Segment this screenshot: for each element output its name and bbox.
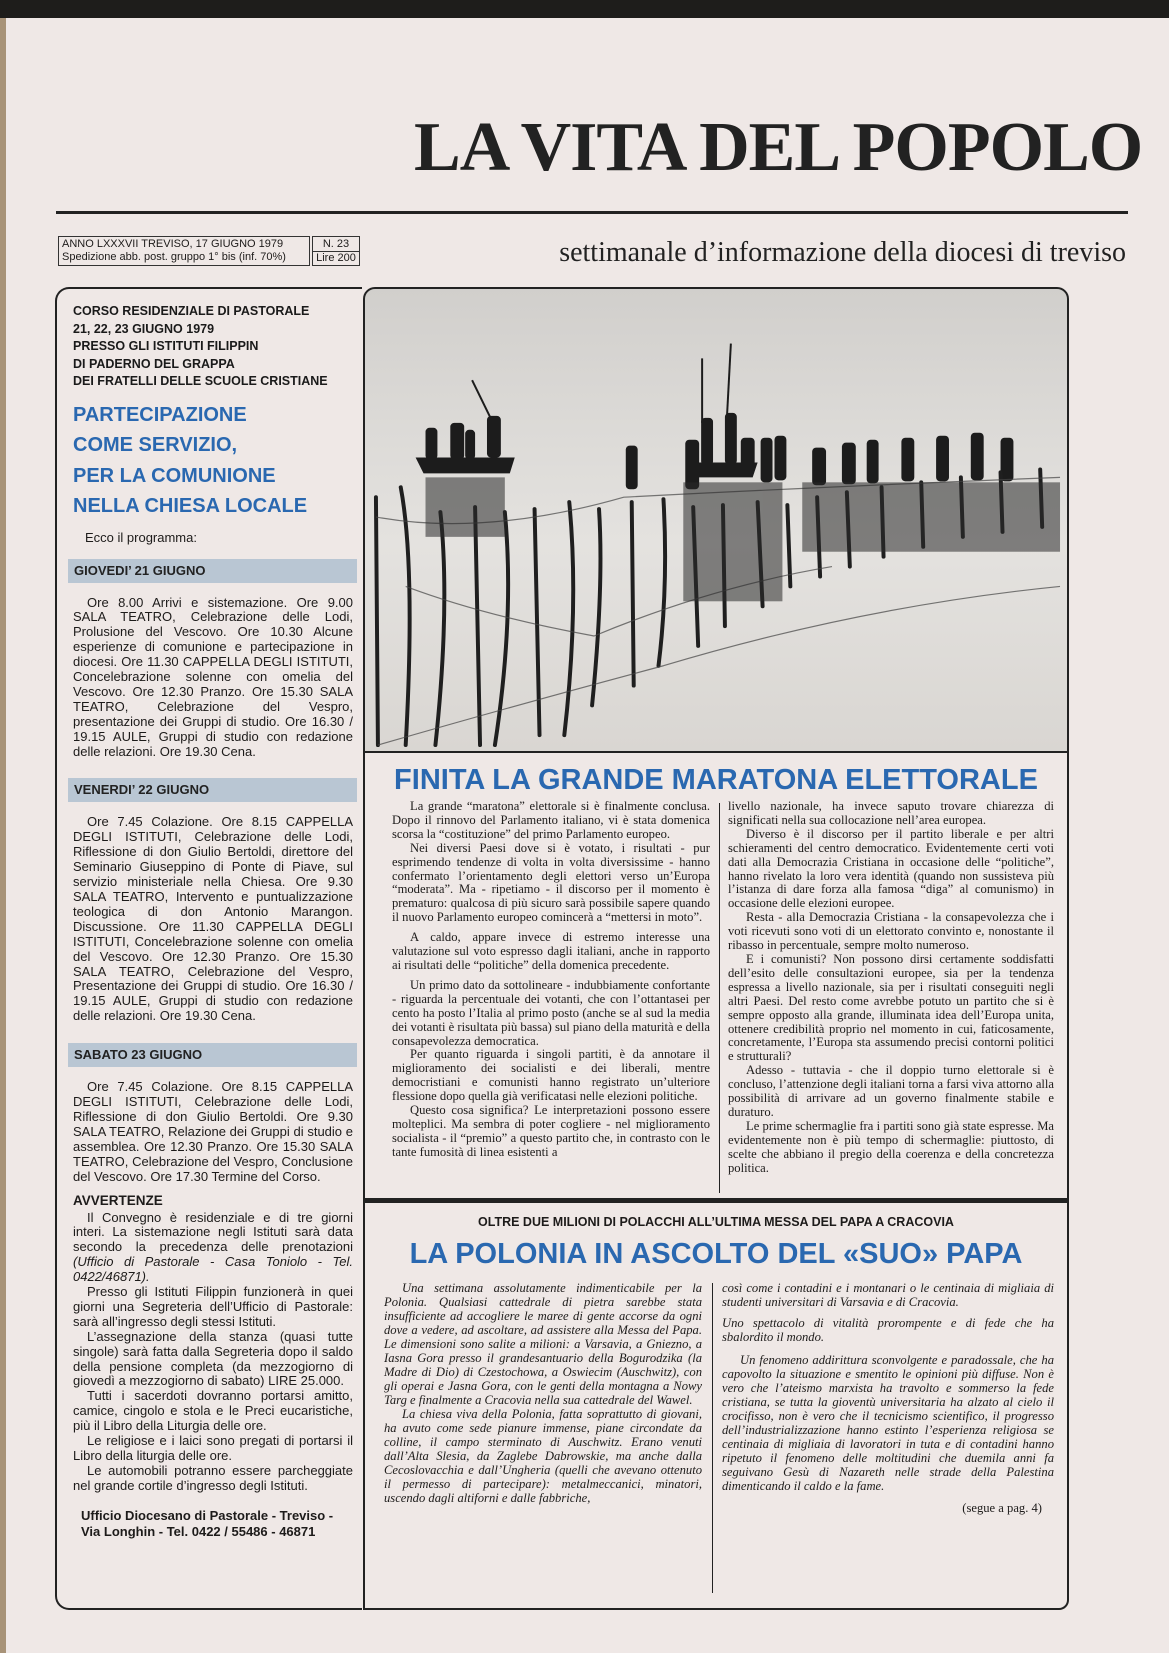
schedule-text: Ore 8.00 Arrivi e sistemazione. Ore 9.00 SALA TEATRO, Celebrazione delle Lodi, Prolusione del Vescovo. Ore 10.30 Alcune esperienze di comunione e partecipazione in diocesi. Ore 11.30 CAPPELLA DEGLI ISTITUTI, Concelebrazione solenne con omelia del Vescovo. Ore 12.30 Pranzo. Ore 15.30 SALA TEATRO, Celebrazione del Vespro, presentazione dei Gruppi di studio. Ore 16.30 / 19.15 AULE, Gruppi di studio con redazione delle relazioni. Ore 19.30 Cena. [73,594,353,759]
headline-line: COME SERVIZIO, [73,434,238,456]
figure-silhouette [812,448,826,486]
figure-silhouette [450,423,464,460]
notice-text: Il Convegno è residenziale e di tre giorni interi. La sistemazione negli Istituti sarà data secondo la precedenza delle prenotazioni [73,1209,353,1255]
notices-title: AVVERTENZE [73,1192,163,1208]
poland-column-1 [384,1281,702,1505]
figure-silhouette [761,438,773,483]
kicker-line: 21, 22, 23 GIUGNO 1979 [73,321,215,336]
article-paragraph: Diverso è il discorso per il partito liberale e per altri schieramenti del centro democratico. Evidentemente certi voti dati alla Democrazia Cristiana in occasione delle “politiche”, hanno rivelato la loro vera identità (quando non sussisteva più l’istanza di dare forza alla famosa “diga” al comunismo) in occasione delle elezioni europee. [728,826,1054,911]
figure-silhouette [901,438,914,482]
kicker-line: DI PADERNO DEL GRAPPA [73,356,235,371]
article-paragraph: livello nazionale, ha invece saputo trovare chiarezza di significati nella sua collocazione nell’area europea. [728,799,1054,827]
issue-info-box [58,236,310,266]
article-paragraph: Una settimana assolutamente indimenticabile per la Polonia. Qualsiasi cattedrale di pietra sarebbe stata insufficiente ad accogliere le maree di gente accorse da ogni dove a vedere, ad ascoltare, ad assistere alla Messa del Papa. Le dimensioni sono salite a milioni: a Varsavia, a Gniezno, a Iasna Gora presso il grandesantuario della Bogurodzika (la Madre di Dio) di Czestochowa, a Oswiecim (Auschwitz), con gli operai e Jasna Gora, con le genti della montagna a Nowy Targ e finalmente a Cracovia nella sua cattedrale del Wawel. [384,1281,702,1407]
figure-silhouette [626,446,638,490]
fishermen-photo [363,287,1069,753]
masthead-subtitle: settimanale d’informazione della diocesi di treviso [559,237,1126,268]
article-paragraph: Per quanto riguarda i singoli partiti, è da annotare il miglioramento dei socialisti e dei liberali, mentre democristiani e comunisti hanno registrato un’ulteriore flessione dopo quella già verificatasi nelle elezioni politiche. [392,1047,710,1104]
figure-silhouette [936,436,949,482]
column-divider [712,1283,713,1593]
kicker-line: DEI FRATELLI DELLE SCUOLE CRISTIANE [73,374,328,388]
article-paragraph: Le prime schermaglie fra i partiti sono già state espresse. Ma evidentemente non è più tempo di schermaglie: piuttosto, di scelte che abbiano il pregio della coerenza e della concretezza politica. [728,1118,1054,1175]
figure-silhouette [701,418,713,466]
kicker-line: CORSO RESIDENZIALE DI PASTORALE [73,304,310,318]
fishermen-nets-illustration [365,289,1067,751]
issue-number-box [312,236,360,266]
headline-line: PARTECIPAZIONE [73,403,247,426]
kicker-line: PRESSO GLI ISTITUTI FILIPPIN [73,339,259,353]
figure-silhouette [487,416,501,458]
schedule-text: Ore 7.45 Colazione. Ore 8.15 CAPPELLA DEGLI ISTITUTI, Celebrazione delle Lodi, Riflessione di don Giulio Bertoldi. Ore 9.30 SALA TEATRO, Relazione dei Gruppi di studio e assemblea. Ore 12.30 Pranzo. Ore 15.30 SALA TEATRO, Celebrazione del Vespro, Conclusione del Vescovo. Ore 17.30 Termine del Corso. [73,1079,353,1184]
figure-silhouette [426,428,438,460]
figure-silhouette [842,443,856,485]
notice-item: Presso gli Istituti Filippin funzionerà in quei giorni una Segreteria dell’Ufficio di Pastorale: sarà all’ingresso degli stessi Istituti. [73,1284,353,1329]
article-paragraph: Questo cosa significa? Le interpretazioni possono essere molteplici. Ma sembra di poter cogliere - nel miglioramento socialista - il “premio” a questo partito che, in contrasto con le tante fumosità di linea esistenti a [392,1103,710,1159]
article-paragraph: A caldo, appare invece di estremo interesse una valutazione sul voto espresso dagli italiani, anche in rapporto ai risultati delle “politiche” della domenica precedente. [392,930,710,972]
left-article-kicker [73,303,353,391]
day-header-friday: VENERDI’ 22 GIUGNO [68,778,357,802]
day-schedule-thursday [73,596,353,760]
notice-item: L’assegnazione della stanza (quasi tutte singole) sarà fatta dalla Segreteria dopo il saldo della pensione completa (da mezzogiorno di giovedì a mezzogiorno di sabato) LIRE 25.000. [73,1328,353,1389]
issue-price: Lire 200 [316,252,356,264]
schedule-text: Ore 7.45 Colazione. Ore 8.15 CAPPELLA DEGLI ISTITUTI, Celebrazione delle Lodi, Riflessione di don Giulio Bertoldi, direttore del Seminario Giuseppino di Ponte di Piave, sul servizio ministeriale nella Chiesa. Ore 9.30 SALA TEATRO, Intervento e puntualizzazione teologica di don Antonio Marangon. Discussione. Ore 11.30 CAPPELLA DEGLI ISTITUTI, Concelebrazione solenne con omelia del Vescovo. Ore 12.30 Pranzo. Ore 15.30 SALA TEATRO, Celebrazione del Vespro, Presentazione dei Gruppi di studio. Ore 16.30 / 19.15 AULE, Gruppi di studio con redazione delle relazioni. Ore 19.30 Cena. [73,814,353,1024]
left-article [73,303,353,1540]
notice-item: Tutti i sacerdoti dovranno portarsi amitto, camice, cingolo e stola e le Preci eucaristiche, più il Libro della Liturgia delle ore. [73,1388,353,1434]
article-paragraph: La grande “maratona” elettorale si è finalmente conclusa. Dopo il rinnovo del Parlamento italiano, vi è stata domenica scorsa la “costituzione” del primo Parlamento europeo. [392,799,710,841]
notice-item: Le automobili potranno essere parcheggiate nel grande cortile d’ingresso degli Istituti. [73,1462,353,1493]
figure-silhouette [971,433,984,481]
notice-contact: (Ufficio di Pastorale - Casa Toniolo - Tel. 0422/46871). [73,1254,353,1285]
day-schedule-friday [73,815,353,1024]
figure-silhouette [867,440,879,484]
election-column-1 [392,800,710,1160]
figure-silhouette [774,436,786,481]
office-contact: Ufficio Diocesano di Pastorale - Treviso - Via Longhin - Tel. 0422 / 55486 - 46871 [81,1507,334,1539]
poland-column-2 [722,1281,1054,1515]
masthead-title: LA VITA DEL POPOLO [414,109,1143,186]
column-divider [719,803,720,1193]
article-paragraph: Nei diversi Paesi dove si è votato, i risultati - pur esprimendo tendenze di volta in volta diversissime - hanno confermato l’orientamento degli elettori verso un’Europa “moderata”. Ma - ripetiamo - il discorso per il momento è prematuro: qualcosa di più sicuro sarà possibile sapere quando il nuovo Parlamento europeo comincerà a “mettersi in moto”. [392,840,710,925]
notice-item: Le religiose e i laici sono pregati di portarsi il Libro della liturgia delle ore. [73,1433,353,1463]
notices-list [73,1211,353,1494]
article-paragraph: così come i contadini e i montanari o le centinaia di migliaia di studenti universitari di Varsavia e di Cracovia. [722,1281,1054,1309]
article-paragraph: Resta - alla Democrazia Cristiana - la consapevolezza che i voti ricevuti sono voti di un elettorato convinto e, nonostante il ribasso in percentuale, sempre molto numeroso. [728,910,1054,953]
figure-silhouette [741,438,755,468]
headline-line: PER LA COMUNIONE [73,464,276,487]
article-paragraph: Uno spettacolo di vitalità prorompente e di fede che ha sbalordito il mondo. [722,1316,1054,1344]
election-headline: FINITA LA GRANDE MARATONA ELETTORALE [394,764,1038,796]
article-paragraph: La chiesa viva della Polonia, fatta soprattutto di giovani, ha avuto come sede pianure immense, piane circondate da colline, il campo sterminato di Auschwitz. Erano venuti dall’Alta Slesia, da Zaglebe Dabrowskie, ma anche dalla Cecoslovacchia e dall’Ungheria (quelli che avevano ottenuto il permesso di partecipare): metalmeccanici, minatori, uscendo dagli altiforni e dalle fabbriche, [384,1407,702,1505]
postal-line: Spedizione abb. post. gruppo 1° bis (inf. 70%) [62,251,286,263]
day-header-saturday: SABATO 23 GIUGNO [68,1043,357,1067]
figure-silhouette [465,430,475,460]
day-header-thursday: GIOVEDI’ 21 GIUGNO [68,559,357,583]
issue-number: N. 23 [313,237,359,252]
issue-line: ANNO LXXXVII TREVISO, 17 GIUGNO 1979 [62,238,284,250]
article-paragraph: Un primo dato da sottolineare - indubbiamente confortante - riguarda la percentuale dei votanti, che con l’ottantasei per cento ha posto l’Italia al primo posto (anche se al sud la media dei votanti è risultata più bassa) sul piano della maturità e della consapevolezza democratica. [392,977,710,1048]
election-column-2 [728,800,1054,1175]
figure-silhouette [685,440,699,490]
boat-silhouette [416,458,515,474]
figure-silhouette [725,413,737,465]
program-intro: Ecco il programma: [85,529,197,545]
poland-kicker: OLTRE DUE MILIONI DI POLACCHI ALL’ULTIMA MESSA DEL PAPA A CRACOVIA [478,1215,954,1229]
headline-line: NELLA CHIESA LOCALE [73,495,308,517]
article-paragraph: Adesso - tuttavia - che il doppio turno elettorale si è concluso, l’attenzione degli italiani torna a farsi viva attorno alla possibilità di arrivare ad un governo finalmente stabile e duraturo. [728,1063,1054,1119]
masthead-rule [56,211,1128,214]
day-schedule-saturday [73,1080,353,1184]
continued-on-page[interactable]: (segue a pag. 4) [962,1501,1042,1515]
water-reflection [426,477,1061,601]
article-paragraph: E i comunisti? Non possono dirsi certamente soddisfatti dell’esito delle consultazioni europee, sia per la tendenza espressa a livello nazionale, sia per i risultati conseguiti negli altri Paesi. Del resto come avrebbe potuto un partito che si è sempre opposto alla grande, illuminata idea dell’Europa unita, ottenere credibilità proprio nel momento in cui, faticosamente, concretamente, l’Europa sta assumendo precisi contorni politici e strutturali? [728,951,1054,1064]
notice-item [73,1211,353,1286]
poland-headline: LA POLONIA IN ASCOLTO DEL «SUO» PAPA [409,1238,1023,1270]
article-paragraph: Un fenomeno addirittura sconvolgente e paradossale, che ha capovolto la situazione e smentito le opinioni più diffuse. Non è vero che l’ateismo marxista ha travolto e sommerso la fede cristiana, se tutta la gioventù universitaria ha alzato al cielo il crocifisso, non è vero che il tecnicismo scientifico, il progresso dell’industrializzazione hanno estinto l’esperienza religiosa se centinaia di migliaia di lavoratori in tuta e di contadini hanno ripetuto il fenomeno delle moltitudini che duemila anni fa seguivano Gesù di Nazareth nelle strade della Palestina dimenticando il caldo e la fame. [722,1353,1054,1493]
left-article-headline [73,400,353,522]
